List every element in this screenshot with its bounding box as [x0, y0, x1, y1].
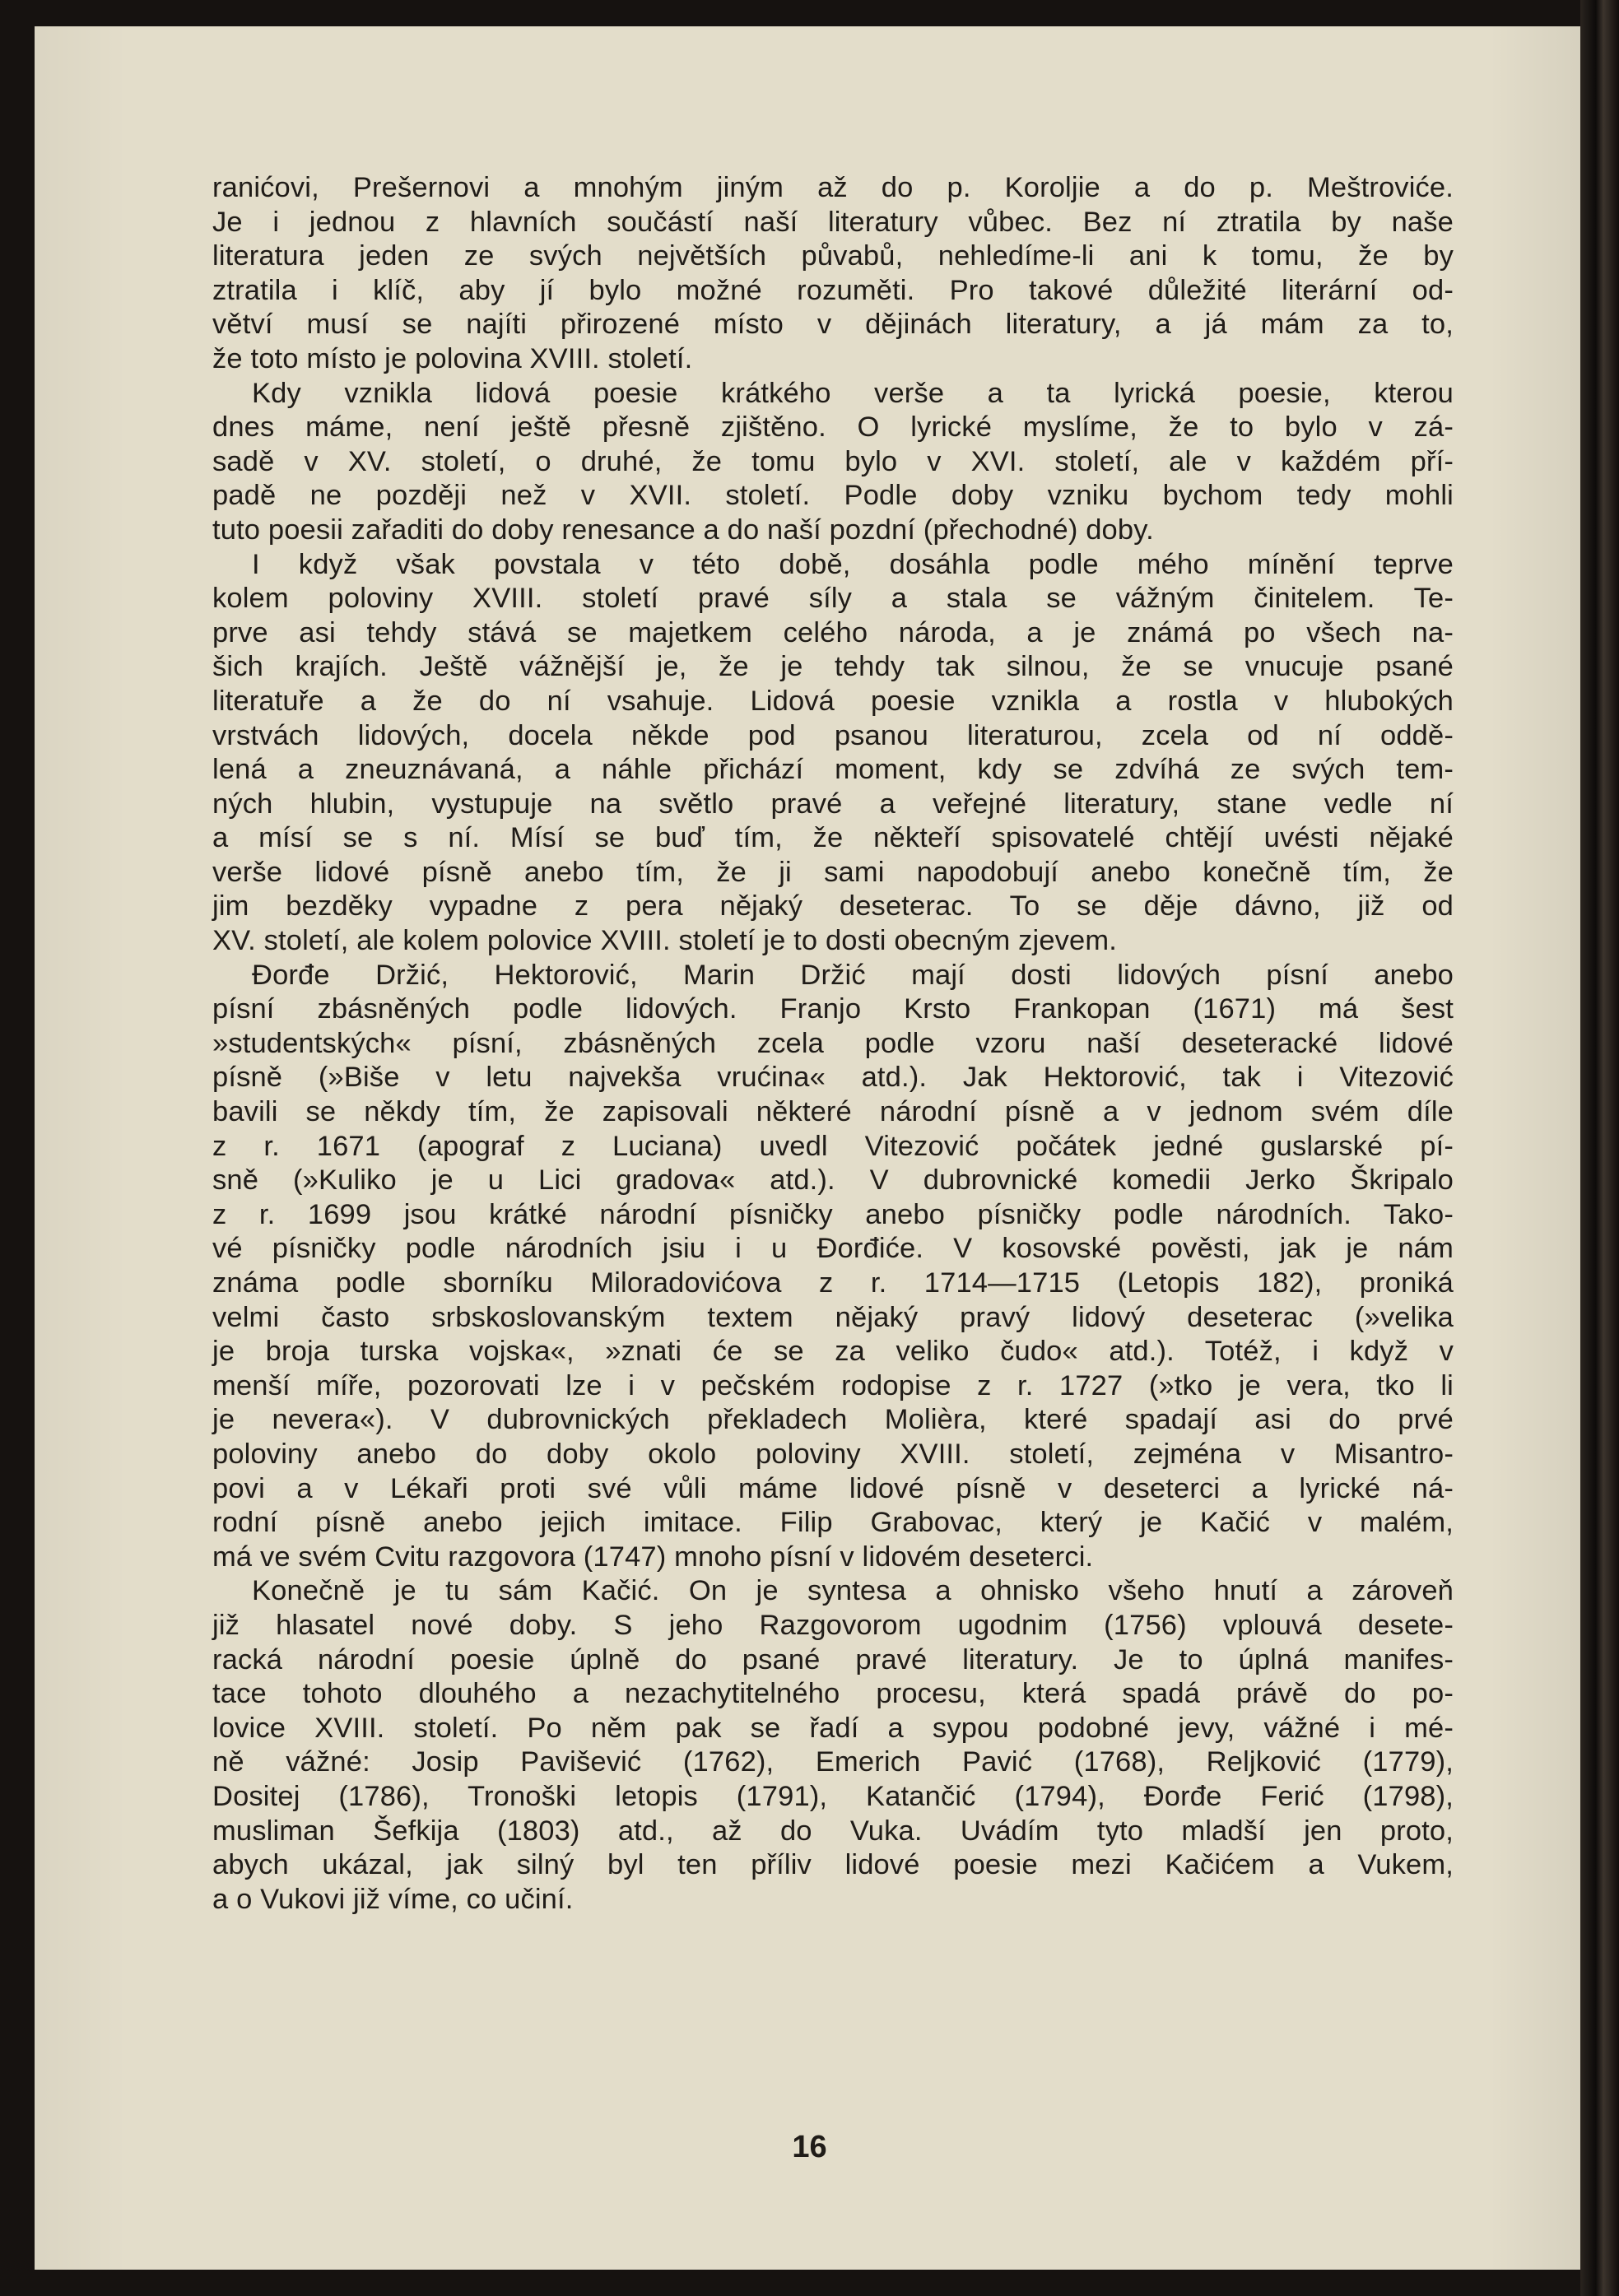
text-line: racká národní poesie úplně do psané pravé literatury. Je to úplná manifes-: [212, 1643, 1454, 1676]
text-line: z r. 1671 (apograf z Luciana) uvedl Vitezović počátek jedné guslarské pí-: [212, 1130, 1454, 1162]
text-line: poloviny anebo do doby okolo poloviny XVIII. století, zejména v Misantro-: [212, 1438, 1454, 1470]
book-spine-edge: [1580, 0, 1619, 2296]
text-line: vé písničky podle národních jsiu i u Đorđiće. V kosovské pověsti, jak je nám: [212, 1233, 1454, 1265]
text-line: sně (»Kuliko je u Lici gradova« atd.). V dubrovnické komedii Jerko Škripalo: [212, 1164, 1454, 1197]
text-line: prve asi tehdy stává se majetkem celého národa, a je známá po všech na-: [212, 616, 1454, 648]
text-line: menší míře, pozorovati lze i v pečském rodopise z r. 1727 (»tko je vera, tko li: [212, 1369, 1454, 1401]
text-line: Đorđe Držić, Hektorović, Marin Držić mají dosti lidových písní anebo: [252, 959, 1454, 991]
text-line: musliman Šefkija (1803) atd., až do Vuka. Uvádím tyto mladší jen proto,: [212, 1815, 1454, 1847]
text-line: již hlasatel nové doby. S jeho Razgovorom ugodnim (1756) vplouvá desete-: [212, 1609, 1454, 1641]
text-line: povi a v Lékaři proti své vůli máme lidové písně v deseterci a lyrické ná-: [212, 1472, 1454, 1504]
text-line: větví musí se najíti přirozené místo v dějinách literatury, a já mám za to,: [212, 309, 1454, 341]
text-line: tuto poesii zařaditi do doby renesance a do naší pozdní (přechodné) doby.: [212, 514, 1154, 546]
text-line: »studentských« písní, zbásněných zcela podle vzoru naší deseteracké lidové: [212, 1027, 1454, 1059]
text-line: rodní písně anebo jejich imitace. Filip Grabovac, který je Kačić v malém,: [212, 1507, 1454, 1539]
body-text: [212, 171, 1454, 1917]
text-line: I když však povstala v této době, dosáhla podle mého mínění teprve: [252, 548, 1454, 580]
text-line: ranićovi, Prešernovi a mnohým jiným až do p. Koroljie a do p. Meštroviće.: [212, 172, 1454, 203]
text-line: Je i jednou z hlavních součástí naší literatury vůbec. Bez ní ztratila by naše: [212, 206, 1454, 238]
text-line: je broja turska vojska«, »znati će se za veliko čudo« atd.). Totéž, i když v: [212, 1336, 1454, 1368]
text-line: písně (»Biše v letu najvekša vrućina« atd.). Jak Hektorović, tak i Vitezović: [212, 1062, 1454, 1094]
text-line: jim bezděky vypadne z pera nějaký deseterac. To se děje dávno, již od: [212, 890, 1454, 923]
text-line: Konečně je tu sám Kačić. On je syntesa a ohnisko všeho hnutí a zároveň: [252, 1575, 1454, 1607]
text-line: a mísí se s ní. Mísí se buď tím, že někteří spisovatelé chtějí uvésti nějaké: [212, 822, 1454, 854]
text-line: verše lidové písně anebo tím, že ji sami napodobují anebo konečně tím, že: [212, 856, 1454, 888]
text-line: literatuře a že do ní vsahuje. Lidová poesie vznikla a rostla v hlubokých: [212, 685, 1454, 717]
text-line: padě ne později než v XVII. století. Podle doby vzniku bychom tedy mohli: [212, 480, 1454, 512]
text-line: lovice XVIII. století. Po něm pak se řadí a sypou podobné jevy, vážné i mé-: [212, 1712, 1454, 1744]
text-line: literatura jeden ze svých největších půvabů, nehledíme-li ani k tomu, že by: [212, 240, 1454, 272]
text-line: ztratila i klíč, aby jí bylo možné rozuměti. Pro takové důležité literární od-: [212, 274, 1454, 306]
text-line: dnes máme, není ještě přesně zjištěno. O lyrické myslíme, že to bylo v zá-: [212, 411, 1454, 444]
text-line: XV. století, ale kolem polovice XVIII. století je to dosti obecným zjevem.: [212, 925, 1118, 957]
text-line: sadě v XV. století, o druhé, že tomu bylo v XVI. století, ale v každém pří-: [212, 445, 1454, 477]
text-line: Kdy vznikla lidová poesie krátkého verše a ta lyrická poesie, kterou: [252, 377, 1454, 409]
text-line: známa podle sborníku Miloradovićova z r. 1714—1715 (Letopis 182), proniká: [212, 1267, 1454, 1299]
page-number: 16: [792, 2130, 827, 2164]
text-line: abych ukázal, jak silný byl ten příliv lidové poesie mezi Kačićem a Vukem,: [212, 1849, 1454, 1881]
text-line: lená a zneuznávaná, a náhle přichází moment, kdy se zdvíhá ze svých tem-: [212, 754, 1454, 786]
text-line: z r. 1699 jsou krátké národní písničky anebo písničky podle národních. Tako-: [212, 1198, 1454, 1230]
text-line: tace tohoto dlouhého a nezachytitelného procesu, která spadá právě do po-: [212, 1678, 1454, 1710]
text-line: že toto místo je polovina XVIII. století.: [212, 342, 693, 374]
text-line: ných hlubin, vystupuje na světlo pravé a veřejné literatury, stane vedle ní: [212, 788, 1454, 820]
text-line: a o Vukovi již víme, co učiní.: [212, 1883, 574, 1915]
text-line: šich krajích. Ještě vážnější je, že je tehdy tak silnou, že se vnucuje psané: [212, 651, 1454, 683]
text-line: ně vážné: Josip Pavišević (1762), Emerich Pavić (1768), Reljković (1779),: [212, 1746, 1454, 1778]
text-line: Dositej (1786), Tronoški letopis (1791), Katančić (1794), Đorđe Ferić (1798),: [212, 1780, 1454, 1812]
text-line: kolem poloviny XVIII. století pravé síly a stala se vážným činitelem. Te-: [212, 583, 1454, 615]
text-line: písní zbásněných podle lidových. Franjo Krsto Frankopan (1671) má šest: [212, 993, 1454, 1025]
text-line: velmi často srbskoslovanským textem nějaký pravý lidový deseterac (»velika: [212, 1301, 1454, 1333]
text-line: má ve svém Cvitu razgovora (1747) mnoho písní v lidovém deseterci.: [212, 1541, 1094, 1573]
text-line: vrstvách lidových, docela někde pod psanou literaturou, zcela od ní oddě-: [212, 719, 1454, 751]
text-line: bavili se někdy tím, že zapisovali některé národní písně a v jednom svém díle: [212, 1096, 1454, 1128]
text-line: je nevera«). V dubrovnických překladech Molièra, které spadají asi do prvé: [212, 1404, 1454, 1436]
